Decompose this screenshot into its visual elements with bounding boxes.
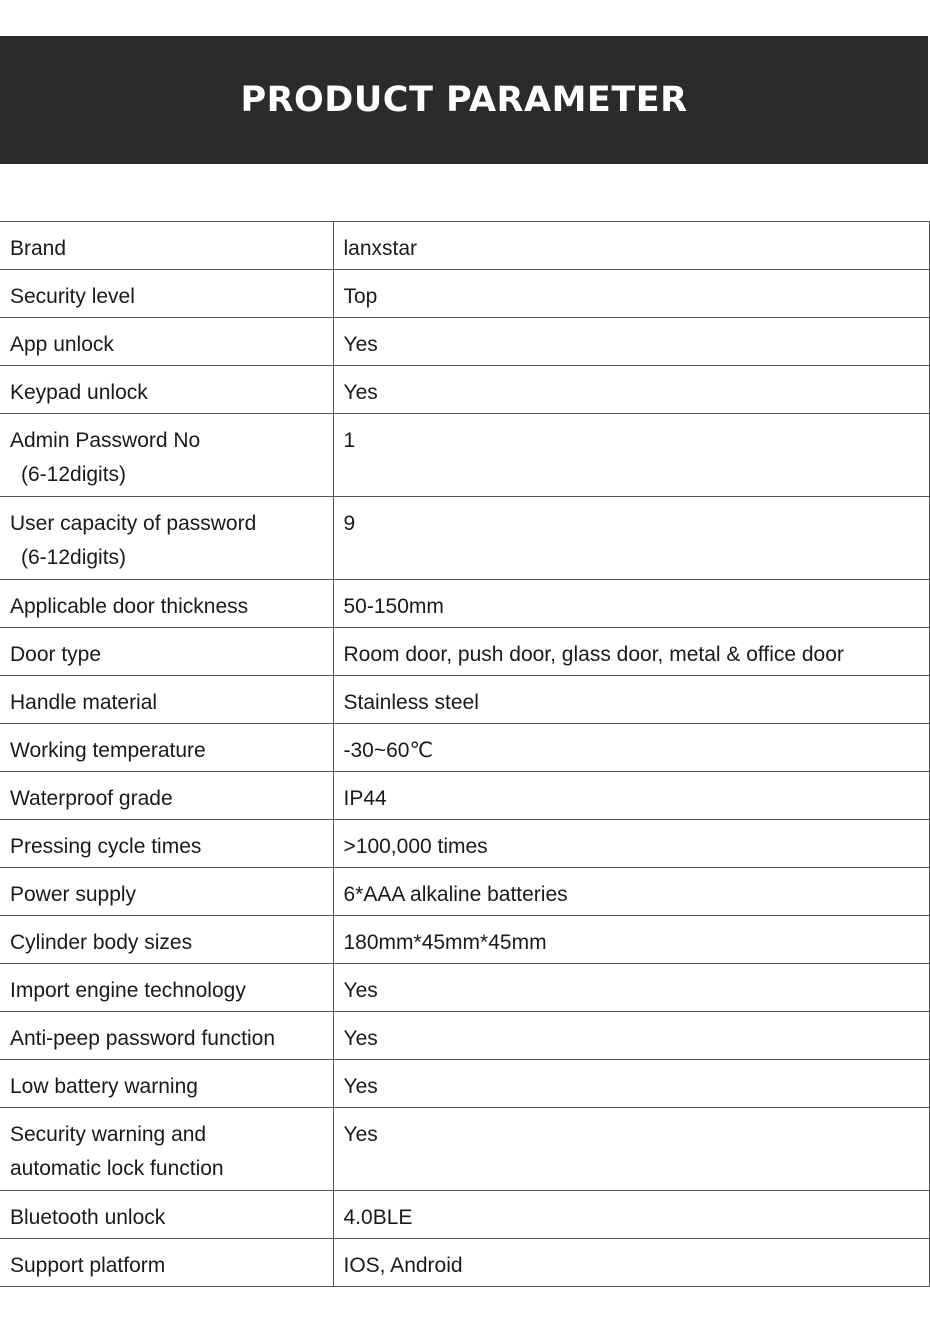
header-banner <box>0 36 928 164</box>
page-title: PRODUCT PARAMETER <box>240 80 688 120</box>
parameter-label-cell <box>0 270 333 318</box>
parameter-label-cell <box>0 414 333 497</box>
parameter-label: Waterproof grade <box>10 787 173 810</box>
table-row <box>0 1012 929 1060</box>
table-row <box>0 318 929 366</box>
parameter-value: Yes <box>333 318 929 366</box>
table-row <box>0 497 929 580</box>
parameter-label: Admin Password No <box>10 429 201 452</box>
parameter-value: IP44 <box>333 772 929 820</box>
table-row <box>0 676 929 724</box>
parameter-label-cell <box>0 772 333 820</box>
parameter-table-body <box>0 222 929 1287</box>
parameter-label: Applicable door thickness <box>10 595 249 618</box>
table-row <box>0 1060 929 1108</box>
parameter-label: Handle material <box>10 691 158 714</box>
table-row <box>0 724 929 772</box>
table-row <box>0 366 929 414</box>
parameter-label-cell <box>0 820 333 868</box>
parameter-value: Yes <box>333 964 929 1012</box>
parameter-value: lanxstar <box>333 222 929 270</box>
parameter-label: Security warning and <box>10 1123 207 1146</box>
parameter-label-cell <box>0 868 333 916</box>
parameter-value: Yes <box>333 1060 929 1108</box>
parameter-label: Door type <box>10 643 102 666</box>
parameter-label-cell <box>0 916 333 964</box>
parameter-value: Yes <box>333 1012 929 1060</box>
table-row <box>0 964 929 1012</box>
parameter-label-cell <box>0 222 333 270</box>
parameter-label: Security level <box>10 285 135 308</box>
parameter-label-cell <box>0 1239 333 1287</box>
parameter-value: 50-150mm <box>333 580 929 628</box>
parameter-label: Low battery warning <box>10 1075 198 1098</box>
parameter-label: Anti-peep password function <box>10 1027 275 1050</box>
parameter-label-cell <box>0 964 333 1012</box>
parameter-value: Yes <box>333 1108 929 1191</box>
parameter-value: 9 <box>333 497 929 580</box>
table-row <box>0 270 929 318</box>
parameter-value: Stainless steel <box>333 676 929 724</box>
parameter-label: Brand <box>10 237 67 260</box>
parameter-label-cell <box>0 1012 333 1060</box>
parameter-label-cell <box>0 1108 333 1191</box>
parameter-label: Import engine technology <box>10 979 246 1002</box>
parameter-label: Pressing cycle times <box>10 835 202 858</box>
parameter-value: 4.0BLE <box>333 1191 929 1239</box>
parameter-value: 180mm*45mm*45mm <box>333 916 929 964</box>
parameter-label-cell <box>0 628 333 676</box>
parameter-label: User capacity of password <box>10 512 257 535</box>
parameter-label: App unlock <box>10 333 114 356</box>
table-row <box>0 1191 929 1239</box>
parameter-label-cell <box>0 724 333 772</box>
parameter-value: >100,000 times <box>333 820 929 868</box>
table-row <box>0 1108 929 1191</box>
parameter-label-cell <box>0 1060 333 1108</box>
parameter-label: Cylinder body sizes <box>10 931 193 954</box>
table-row <box>0 1239 929 1287</box>
parameter-value: Yes <box>333 366 929 414</box>
parameter-table <box>0 221 930 1287</box>
parameter-label: Bluetooth unlock <box>10 1206 166 1229</box>
parameter-value: 1 <box>333 414 929 497</box>
table-row <box>0 868 929 916</box>
table-row <box>0 916 929 964</box>
parameter-value: Room door, push door, glass door, metal & office door <box>333 628 929 676</box>
parameter-label-cell <box>0 676 333 724</box>
parameter-label: Keypad unlock <box>10 381 148 404</box>
parameter-label-cell <box>0 580 333 628</box>
parameter-value: -30~60℃ <box>333 724 929 772</box>
parameter-value: Top <box>333 270 929 318</box>
parameter-label: automatic lock function <box>10 1157 224 1180</box>
parameter-label: (6-12digits) <box>21 546 127 569</box>
parameter-label: Power supply <box>10 883 137 906</box>
table-row <box>0 772 929 820</box>
parameter-label-cell <box>0 497 333 580</box>
table-row <box>0 820 929 868</box>
parameter-label: (6-12digits) <box>21 463 127 486</box>
parameter-value: 6*AAA alkaline batteries <box>333 868 929 916</box>
parameter-value: IOS, Android <box>333 1239 929 1287</box>
table-row <box>0 222 929 270</box>
parameter-label-cell <box>0 318 333 366</box>
parameter-label: Working temperature <box>10 739 206 762</box>
parameter-label-cell <box>0 1191 333 1239</box>
parameter-label-cell <box>0 366 333 414</box>
table-row <box>0 414 929 497</box>
table-row <box>0 628 929 676</box>
parameter-label: Support platform <box>10 1254 166 1277</box>
table-row <box>0 580 929 628</box>
